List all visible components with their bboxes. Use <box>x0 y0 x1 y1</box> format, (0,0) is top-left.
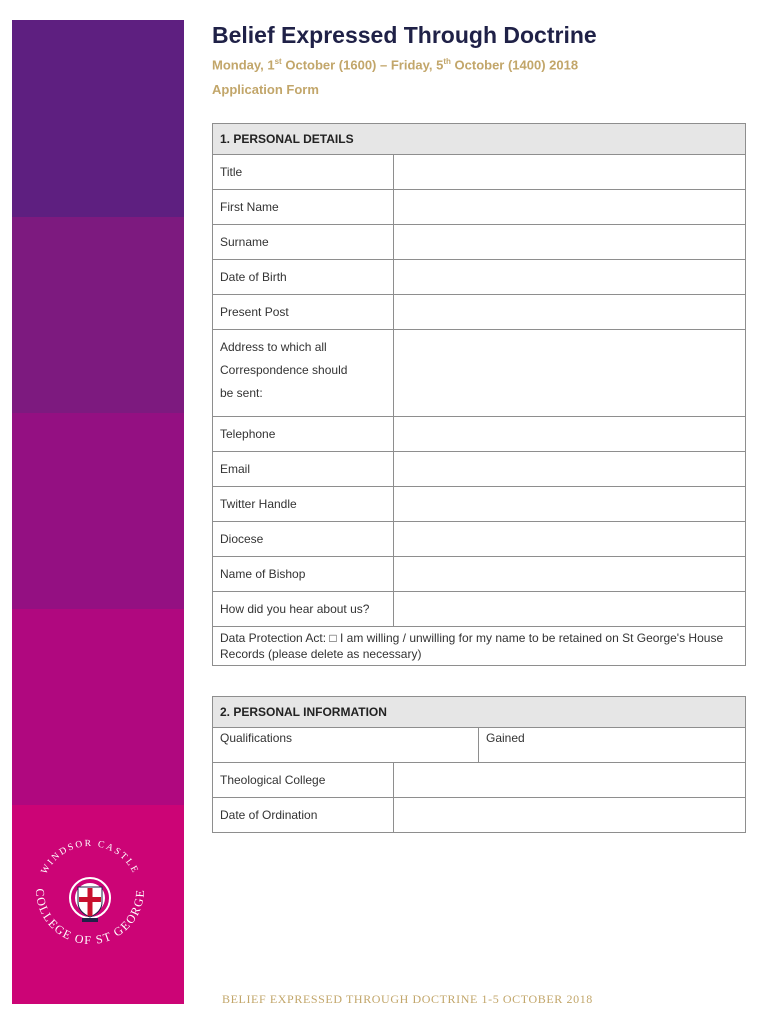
college-seal-icon <box>30 832 150 952</box>
sidebar-band-3 <box>12 413 184 609</box>
page-title: Belief Expressed Through Doctrine <box>212 22 597 48</box>
diocese-input[interactable] <box>394 522 746 557</box>
personal-details-table <box>212 123 746 666</box>
form-label: Application Form <box>212 82 319 97</box>
field-label: Theological College <box>213 763 394 798</box>
field-label: Date of Ordination <box>213 798 394 833</box>
theological-college-input[interactable] <box>394 763 746 798</box>
field-label: Telephone <box>213 417 394 452</box>
field-label: Title <box>213 155 394 190</box>
svg-text:WINDSOR CASTLE <box>40 839 140 876</box>
personal-information-table <box>212 696 746 833</box>
present-post-input[interactable] <box>394 295 746 330</box>
twitter-handle-input[interactable] <box>394 487 746 522</box>
qualifications-input[interactable]: Qualifications <box>213 728 479 763</box>
date-of-birth-input[interactable] <box>394 260 746 295</box>
data-protection-consent[interactable]: Data Protection Act: □ I am willing / unwilling for my name to be retained on St George's House Records (please delete as necessary) <box>213 627 746 666</box>
first-name-input[interactable] <box>394 190 746 225</box>
telephone-input[interactable] <box>394 417 746 452</box>
event-dates: Monday, 1st October (1600) – Friday, 5th October (1400) 2018 <box>212 57 579 73</box>
section-heading-personal-details: 1. PERSONAL DETAILS <box>213 124 746 155</box>
address-input[interactable] <box>394 330 746 417</box>
sidebar-band-1 <box>12 20 184 217</box>
field-label: How did you hear about us? <box>213 592 394 627</box>
surname-input[interactable] <box>394 225 746 260</box>
field-label: Present Post <box>213 295 394 330</box>
date-of-ordination-input[interactable] <box>394 798 746 833</box>
section-heading-personal-information: 2. PERSONAL INFORMATION <box>213 697 746 728</box>
field-label: Email <box>213 452 394 487</box>
name-of-bishop-input[interactable] <box>394 557 746 592</box>
field-label: Date of Birth <box>213 260 394 295</box>
gained-input[interactable]: Gained <box>479 728 746 763</box>
field-label: Twitter Handle <box>213 487 394 522</box>
field-label: Diocese <box>213 522 394 557</box>
seal-text-top: WINDSOR CASTLE <box>39 838 141 877</box>
how-did-you-hear-input[interactable] <box>394 592 746 627</box>
field-label: First Name <box>213 190 394 225</box>
field-label: Surname <box>213 225 394 260</box>
sidebar-band-2 <box>12 217 184 413</box>
page-footer: BELIEF EXPRESSED THROUGH DOCTRINE 1-5 OCTOBER 2018 <box>222 992 593 1006</box>
email-input[interactable] <box>394 452 746 487</box>
title-input[interactable] <box>394 155 746 190</box>
sidebar-band-4 <box>12 609 184 805</box>
field-label-address: Address to which all Correspondence should be sent: <box>213 330 394 417</box>
seal-text-bottom: COLLEGE OF ST GEORGE <box>32 888 148 948</box>
field-label: Name of Bishop <box>213 557 394 592</box>
